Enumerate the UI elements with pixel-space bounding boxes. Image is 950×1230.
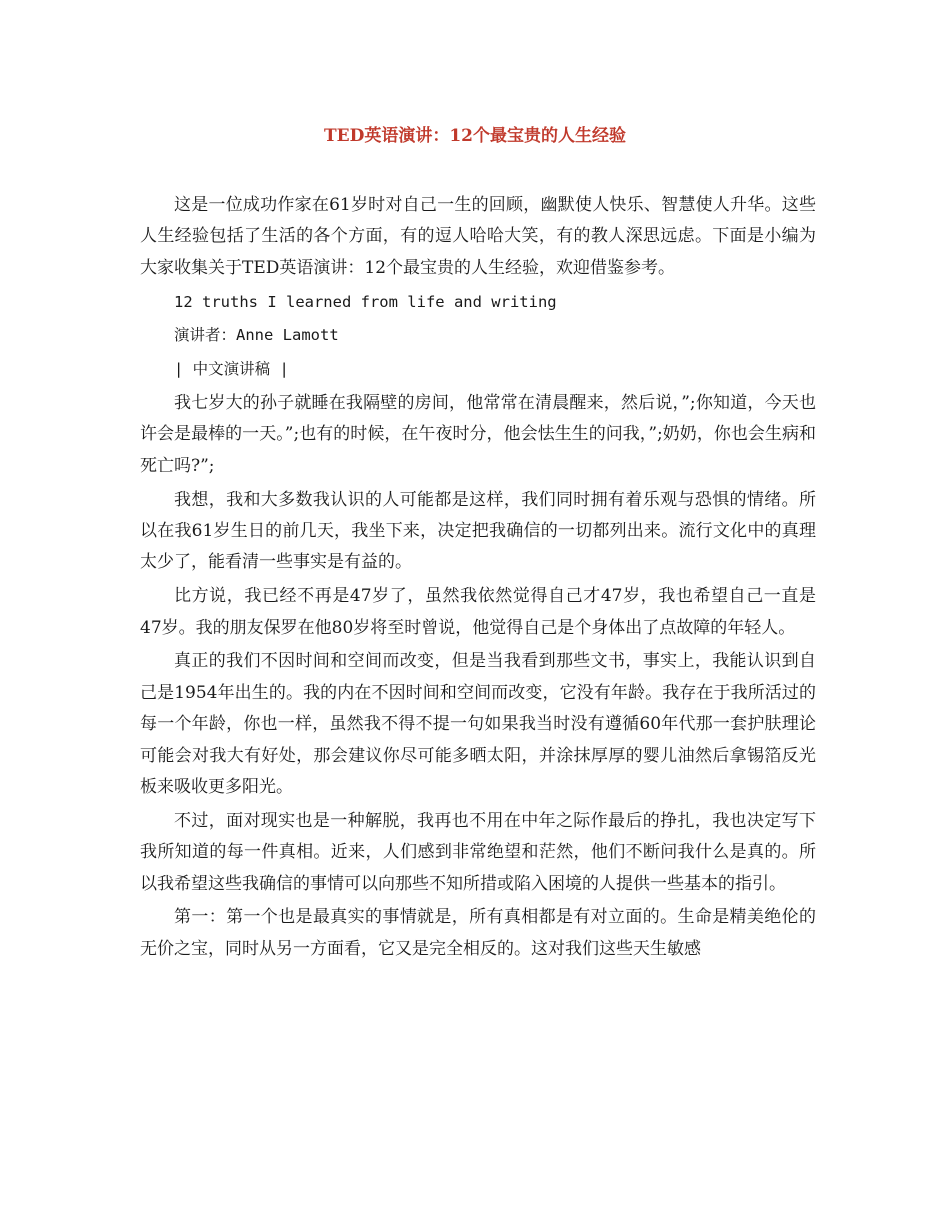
document-title: TED英语演讲：12个最宝贵的人生经验 — [323, 126, 626, 146]
paragraph: 比方说，我已经不再是47岁了，虽然我依然觉得自己才47岁，我也希望自己一直是47岁。我的朋友保罗在他80岁将至时曾说，他觉得自己是个身体出了点故障的年轻人。 — [140, 586, 816, 638]
paragraph: 真正的我们不因时间和空间而改变，但是当我看到那些文书，事实上，我能认识到自己是1954年出生的。我的内在不因时间和空间而改变，它没有年龄。我存在于我所活过的每一个年龄，你也一样，虽然我不得不提一句如果我当时没有遵循60年代那一套护肤理论可能会对我大有好处，那会建议你尽可能多晒太阳，并涂抹厚厚的婴儿油然后拿锡箔反光板来吸收更多阳光。 — [140, 651, 816, 798]
paragraph: 我七岁大的孙子就睡在我隔壁的房间，他常常在清晨醒来，然后说，”;你知道，今天也许会是最棒的一天。”;也有的时候，在午夜时分，他会怯生生的问我，”;奶奶，你也会生病和死亡吗?”; — [140, 393, 816, 476]
paragraph: 第一：第一个也是最真实的事情就是，所有真相都是有对立面的。生命是精美绝伦的无价之宝，同时从另一方面看，它又是完全相反的。这对我们这些天生敏感 — [140, 907, 816, 959]
paragraph-intro: 这是一位成功作家在61岁时对自己一生的回顾，幽默使人快乐、智慧使人升华。这些人生经验包括了生活的各个方面，有的逗人哈哈大笑，有的教人深思远虑。下面是小编为大家收集关于TED英语演讲：12个最宝贵的人生经验，欢迎借鉴参考。 — [140, 195, 816, 278]
speaker-line: 演讲者：Anne Lamott — [174, 326, 339, 345]
document-body — [140, 190, 816, 968]
section-label: | 中文演讲稿 | — [174, 360, 289, 379]
paragraph: 我想，我和大多数我认识的人可能都是这样，我们同时拥有着乐观与恐惧的情绪。所以在我61岁生日的前几天，我坐下来，决定把我确信的一切都列出来。流行文化中的真理太少了，能看清一些事实是有益的。 — [140, 489, 816, 573]
paragraph: 不过，面对现实也是一种解脱，我再也不用在中年之际作最后的挣扎，我也决定写下我所知道的每一件真相。近来，人们感到非常绝望和茫然，他们不断问我什么是真的。所以我希望这些我确信的事情可以向那些不知所措或陷入困境的人提供一些基本的指引。 — [140, 810, 816, 894]
talk-english-title: 12 truths I learned from life and writing — [174, 292, 557, 311]
